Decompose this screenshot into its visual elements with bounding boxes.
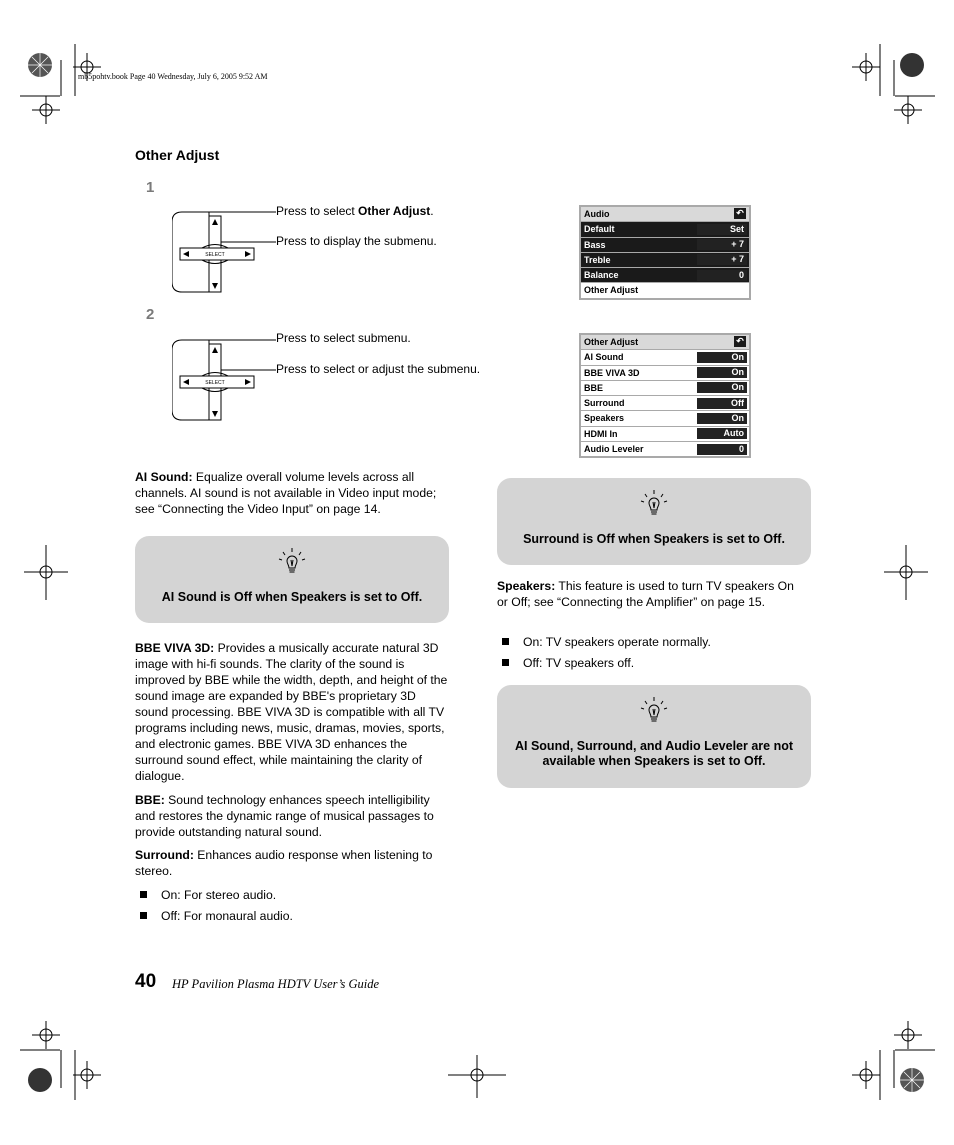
dark-dot-icon xyxy=(900,53,924,77)
starburst-icon xyxy=(900,1068,924,1092)
dark-dot-icon xyxy=(28,1068,52,1092)
menu-value: On xyxy=(697,413,747,424)
step2-callout-select: Press to select submenu. xyxy=(276,331,411,345)
tip-box-ai-sound xyxy=(135,536,449,623)
page-number: 40 xyxy=(135,971,157,992)
registration-target-icon xyxy=(448,1055,506,1098)
menu-value: Set xyxy=(697,224,747,235)
bbe-paragraph: BBE: Sound technology enhances speech intelligibility and restores the dynamic range of musical passages to provide outstanding natural sound. xyxy=(135,793,434,839)
select-label: SELECT xyxy=(205,252,225,258)
back-arrow-icon[interactable]: ↶ xyxy=(734,336,746,347)
lightbulb-icon xyxy=(637,488,671,522)
menu-value: 0 xyxy=(697,444,747,455)
back-arrow-icon[interactable]: ↶ xyxy=(734,208,746,219)
tip-box-surround xyxy=(497,478,811,565)
menu-header: Other Adjust ↶ xyxy=(581,335,749,350)
section-title: Other Adjust xyxy=(135,147,220,163)
menu-row[interactable]: Default Set xyxy=(581,222,749,237)
registration-target-icon xyxy=(894,96,922,124)
menu-row[interactable]: Surround Off xyxy=(581,396,749,411)
registration-target-icon xyxy=(852,1061,880,1089)
ai-sound-paragraph: AI Sound: Equalize overall volume levels across all channels. AI sound is not available in Video input mode; see “Connecting the Video Input” on page 14. xyxy=(135,470,437,516)
registration-target-icon xyxy=(32,1021,60,1049)
remote-dpad-diagram xyxy=(172,336,277,424)
registration-target-icon xyxy=(24,545,68,600)
menu-value: Off xyxy=(697,398,747,409)
menu-value: On xyxy=(697,382,747,393)
menu-row[interactable]: BBE VIVA 3D On xyxy=(581,366,749,381)
bbe-viva-paragraph: BBE VIVA 3D: Provides a musically accurate natural 3D image with hi-fi sounds. The clarity of the sound is improved by BBE while the width, depth, and height of the sound image are expanded by BBE's proprietary 3D sound processing. BBE VIVA 3D is compatible with all TV programs including news, music, dramas, movies, sports, and electronic games. BBE VIVA 3D enhances the surround sound effect, while maintaining the clarity of dialogue. xyxy=(135,641,448,783)
surround-bullet-list xyxy=(135,887,293,929)
lightbulb-icon xyxy=(275,546,309,580)
menu-value: + 7 xyxy=(697,239,747,250)
registration-target-icon xyxy=(73,1061,101,1089)
list-item: On: TV speakers operate normally. xyxy=(497,634,711,650)
tip-box-speakers xyxy=(497,685,811,788)
select-label: SELECT xyxy=(205,380,225,386)
list-item: On: For stereo audio. xyxy=(135,887,293,903)
tip-text: Surround is Off when Speakers is set to Off. xyxy=(523,532,785,546)
menu-value: + 7 xyxy=(697,254,747,265)
step1-callout-select: Press to select Other Adjust. xyxy=(276,204,434,218)
starburst-icon xyxy=(28,53,52,77)
menu-value: On xyxy=(697,352,747,363)
speakers-bullet-list xyxy=(497,634,711,676)
lightbulb-icon xyxy=(637,695,671,729)
menu-row[interactable]: Audio Leveler 0 xyxy=(581,442,749,456)
registration-target-icon xyxy=(894,1021,922,1049)
registration-target-icon xyxy=(852,53,880,81)
registration-target-icon xyxy=(32,96,60,124)
list-item: Off: TV speakers off. xyxy=(497,655,711,671)
step1-callout-submenu: Press to display the submenu. xyxy=(276,234,437,248)
tip-text: AI Sound, Surround, and Audio Leveler are not available when Speakers is set to Off. xyxy=(514,739,794,768)
menu-row[interactable]: BBE On xyxy=(581,381,749,396)
menu-value: 0 xyxy=(697,270,747,281)
menu-header: Audio ↶ xyxy=(581,207,749,222)
print-info: mb5pohtv.book Page 40 Wednesday, July 6, 2005 9:52 AM xyxy=(78,72,268,81)
menu-value: On xyxy=(697,367,747,378)
menu-row[interactable]: AI Sound On xyxy=(581,350,749,365)
list-item: Off: For monaural audio. xyxy=(135,908,293,924)
menu-row[interactable]: Bass + 7 xyxy=(581,238,749,253)
menu-row[interactable]: Speakers On xyxy=(581,411,749,426)
speakers-paragraph: Speakers: This feature is used to turn TV speakers On or Off; see “Connecting the Amplifier” on page 15. xyxy=(497,579,794,609)
step-number: 1 xyxy=(146,179,155,196)
menu-value: Auto xyxy=(697,428,747,439)
other-adjust-menu xyxy=(579,333,751,458)
menu-row[interactable]: Balance 0 xyxy=(581,268,749,283)
menu-row[interactable]: Treble + 7 xyxy=(581,253,749,268)
tip-text: AI Sound is Off when Speakers is set to Off. xyxy=(161,590,423,604)
guide-title: HP Pavilion Plasma HDTV User’s Guide xyxy=(172,977,380,991)
step2-callout-adjust: Press to select or adjust the submenu. xyxy=(276,362,481,376)
registration-target-icon xyxy=(884,545,928,600)
menu-row-other-adjust[interactable]: Other Adjust xyxy=(584,285,639,296)
audio-menu xyxy=(579,205,751,300)
surround-paragraph: Surround: Enhances audio response when listening to stereo. xyxy=(135,848,433,878)
remote-dpad-diagram xyxy=(172,208,277,296)
menu-row[interactable]: HDMI In Auto xyxy=(581,427,749,442)
step-number: 2 xyxy=(146,306,155,323)
